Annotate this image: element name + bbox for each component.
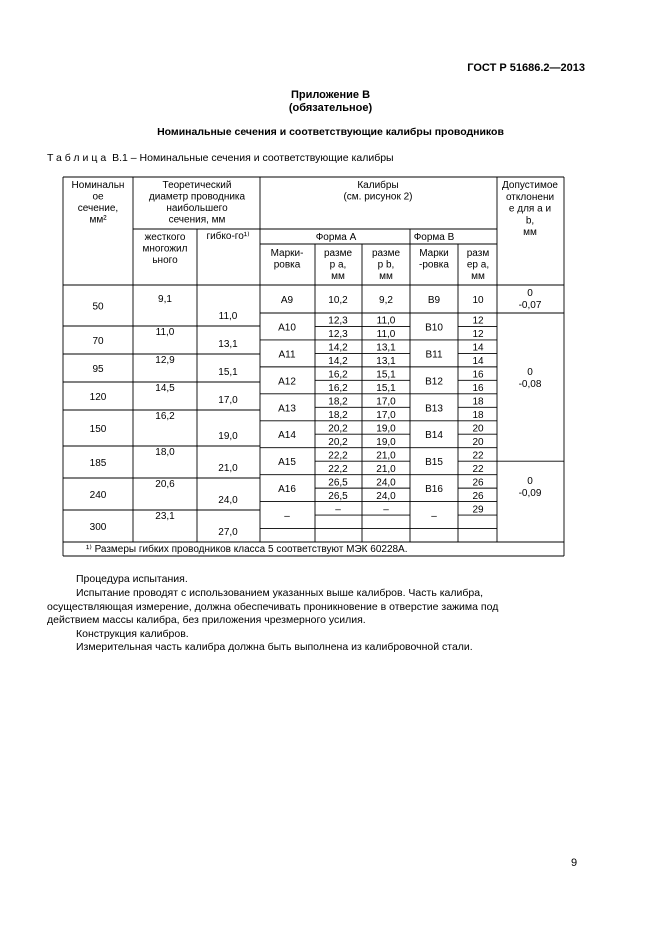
size-a-form-b-value: 20 xyxy=(472,423,484,435)
header-gauges: (см. рисунок 2) xyxy=(343,191,413,203)
size-b-value: 24,0 xyxy=(376,490,396,502)
size-b-value: 9,2 xyxy=(379,295,393,306)
header-stranded: жесткого xyxy=(144,232,186,243)
stranded-diameter-value: 12,9 xyxy=(155,355,175,366)
size-a-value: 20,2 xyxy=(328,436,348,448)
header-size-a: разме xyxy=(323,248,353,259)
tolerance-lower: -0,07 xyxy=(518,300,542,311)
nominal-section-value: 300 xyxy=(89,522,107,533)
size-a-value: – xyxy=(335,504,341,516)
size-a-value: 22,2 xyxy=(328,463,348,475)
header-size-a: мм xyxy=(331,271,345,282)
size-a-form-b-value: 16 xyxy=(472,383,484,395)
tolerance-upper: 0 xyxy=(527,288,533,299)
size-b-value: 24,0 xyxy=(376,477,396,489)
size-b-value: 13,1 xyxy=(376,342,396,354)
size-b-value: 15,1 xyxy=(376,383,396,395)
size-a-value: 18,2 xyxy=(328,410,348,422)
size-b-value: 21,0 xyxy=(376,463,396,475)
stranded-diameter-value: 18,0 xyxy=(155,447,175,458)
tolerance-lower: -0,09 xyxy=(518,488,542,499)
marking-form-b: В10 xyxy=(425,322,443,334)
marking-form-b: В11 xyxy=(425,349,443,361)
body-line-5: Конструкция калибров. xyxy=(76,628,189,640)
table-caption-number: В.1 xyxy=(109,152,128,164)
table-caption-text: – Номинальные сечения и соответствующие калибры xyxy=(127,152,394,164)
flexible-diameter-value: 13,1 xyxy=(218,339,238,350)
page-number: 9 xyxy=(571,857,578,869)
nominal-section-value: 150 xyxy=(89,424,107,435)
marking-form-a: А14 xyxy=(278,430,296,442)
header-marking-a: ровка xyxy=(273,259,301,271)
flexible-diameter-value: 11,0 xyxy=(218,311,238,322)
size-a-value: 14,2 xyxy=(328,342,348,354)
header-theoretical-diameter: сечения, мм xyxy=(168,214,226,226)
marking-form-b: В9 xyxy=(427,295,441,306)
stranded-diameter-value: 9,1 xyxy=(158,294,172,305)
stranded-diameter-value: 16,2 xyxy=(155,411,175,422)
stranded-diameter-value: 23,1 xyxy=(155,511,175,522)
size-a-value: 26,5 xyxy=(328,490,348,502)
size-a-value: 12,3 xyxy=(328,329,348,341)
size-a-form-b-value: 22 xyxy=(472,463,484,475)
size-a-value: 22,2 xyxy=(328,450,348,462)
header-nominal-section: мм² xyxy=(89,214,107,226)
nominal-section-value: 70 xyxy=(92,336,104,347)
size-a-form-b-value: 10 xyxy=(472,295,484,306)
header-marking-a: Марки- xyxy=(270,248,304,259)
header-stranded: многожил xyxy=(142,243,188,255)
size-a-value: 10,2 xyxy=(328,295,348,306)
size-b-value: 19,0 xyxy=(376,436,396,448)
stranded-diameter-value: 11,0 xyxy=(155,327,175,338)
stranded-diameter-value: 20,6 xyxy=(155,479,175,490)
header-theoretical-diameter: Теоретический xyxy=(162,180,232,191)
size-a-form-b-value: 14 xyxy=(472,342,484,354)
header-size-a-form-b: мм xyxy=(471,271,485,282)
size-a-value: 14,2 xyxy=(328,356,348,368)
flexible-diameter-value: 21,0 xyxy=(218,463,238,474)
body-line-1: Процедура испытания. xyxy=(76,573,188,585)
flexible-diameter-value: 17,0 xyxy=(218,395,238,406)
size-a-form-b-value: 22 xyxy=(472,450,484,462)
nominal-section-value: 240 xyxy=(89,490,107,501)
size-b-value: – xyxy=(383,504,389,516)
marking-form-a: А16 xyxy=(278,484,296,496)
marking-form-b: В12 xyxy=(425,376,443,388)
header-size-a-form-b: ер a, xyxy=(466,259,490,271)
size-a-value: 26,5 xyxy=(328,477,348,489)
body-line-4: действием массы калибра, без приложения чрезмерного усилия. xyxy=(47,614,366,626)
body-line-2: Испытание проводят с использованием указанных выше калибров. Часть калибра, xyxy=(76,587,483,599)
size-a-value: 16,2 xyxy=(328,369,348,381)
tolerance-upper: 0 xyxy=(527,476,533,487)
marking-form-b: В15 xyxy=(425,457,443,469)
size-a-value: 12,3 xyxy=(328,315,348,327)
nominal-section-value: 185 xyxy=(89,458,107,469)
size-a-value: 18,2 xyxy=(328,396,348,408)
size-a-form-b-value: 29 xyxy=(472,504,484,516)
nominal-section-value: 120 xyxy=(89,392,107,403)
body-line-3: осуществляющая измерение, должна обеспечивать проникновение в отверстие зажима под xyxy=(47,601,499,613)
header-theoretical-diameter: диаметр проводника xyxy=(148,191,246,203)
size-b-value: 11,0 xyxy=(376,315,396,327)
header-gauges: Калибры xyxy=(357,180,399,191)
header-tolerance: мм xyxy=(523,227,537,239)
header-form-a: Форма А xyxy=(315,232,357,243)
size-a-form-b-value: 16 xyxy=(472,369,484,381)
flexible-diameter-value: 27,0 xyxy=(218,527,238,538)
size-a-form-b-value: 14 xyxy=(472,356,484,368)
tolerance-upper: 0 xyxy=(527,367,533,378)
marking-form-a: А11 xyxy=(278,349,296,361)
marking-form-b: В13 xyxy=(425,403,443,415)
size-b-value: 19,0 xyxy=(376,423,396,435)
size-a-value: 20,2 xyxy=(328,423,348,435)
nominal-section-value: 95 xyxy=(92,364,104,375)
size-a-form-b-value: 18 xyxy=(472,410,484,422)
size-b-value: 13,1 xyxy=(376,356,396,368)
document-code: ГОСТ Р 51686.2—2013 xyxy=(467,62,585,74)
table-caption-prefix: Таблица xyxy=(47,152,110,164)
section-title: Номинальные сечения и соответствующие калибры проводников xyxy=(157,126,504,138)
header-tolerance: Допустимое xyxy=(502,180,558,191)
flexible-diameter-value: 15,1 xyxy=(218,367,238,378)
size-b-value: 21,0 xyxy=(376,450,396,462)
marking-form-a: А10 xyxy=(278,322,296,334)
marking-form-b: В14 xyxy=(425,430,443,442)
tolerance-lower: -0,08 xyxy=(518,379,542,390)
header-tolerance: е для a и xyxy=(508,203,552,215)
header-nominal-section: ое xyxy=(92,191,104,203)
size-a-form-b-value: 18 xyxy=(472,396,484,408)
table-grid xyxy=(63,177,564,556)
nominal-section-value: 50 xyxy=(92,301,104,313)
header-size-a-form-b: разм xyxy=(466,248,490,259)
header-tolerance: отклонени xyxy=(505,191,555,203)
stranded-diameter-value: 14,5 xyxy=(155,383,175,394)
header-theoretical-diameter: наибольшего xyxy=(166,203,228,214)
header-nominal-section: сечение, xyxy=(77,203,119,214)
marking-form-a: А13 xyxy=(278,403,296,415)
header-nominal-section: Номинальн xyxy=(71,180,125,191)
header-stranded: ьного xyxy=(152,255,178,266)
size-a-form-b-value: 26 xyxy=(472,490,484,502)
header-flexible: гибко-го¹⁾ xyxy=(206,231,250,242)
size-b-value: 11,0 xyxy=(376,329,396,341)
size-a-value: 16,2 xyxy=(328,383,348,395)
body-line-6: Измерительная часть калибра должна быть выполнена из калибровочной стали. xyxy=(76,641,473,653)
size-b-value: 17,0 xyxy=(376,410,396,422)
header-tolerance: b, xyxy=(525,215,535,227)
marking-form-a: А9 xyxy=(280,295,294,306)
size-a-form-b-value: 12 xyxy=(472,329,484,341)
header-marking-b: -ровка xyxy=(419,259,449,271)
header-size-b: мм xyxy=(379,271,393,282)
marking-form-a: А15 xyxy=(278,457,296,469)
marking-form-a: А12 xyxy=(278,376,296,388)
marking-form-b: – xyxy=(431,511,437,523)
size-a-form-b-value: 26 xyxy=(472,477,484,489)
marking-form-b: В16 xyxy=(425,484,443,496)
marking-form-a: – xyxy=(284,511,290,523)
size-b-value: 15,1 xyxy=(376,369,396,381)
header-marking-b: Марки xyxy=(419,248,449,259)
annex-status: (обязательное) xyxy=(288,102,373,114)
table-footnote: ¹⁾ Размеры гибких проводников класса 5 соответствуют МЭК 60228А. xyxy=(86,544,408,555)
header-size-b: разме xyxy=(371,248,401,259)
size-a-form-b-value: 12 xyxy=(472,315,484,327)
flexible-diameter-value: 19,0 xyxy=(218,431,238,442)
flexible-diameter-value: 24,0 xyxy=(218,495,238,506)
header-size-b: р b, xyxy=(377,259,395,271)
header-size-a: р a, xyxy=(329,259,347,271)
size-b-value: 17,0 xyxy=(376,396,396,408)
header-form-b: Форма В xyxy=(413,232,455,243)
annex-title: Приложение В xyxy=(290,89,371,101)
size-a-form-b-value: 20 xyxy=(472,436,484,448)
